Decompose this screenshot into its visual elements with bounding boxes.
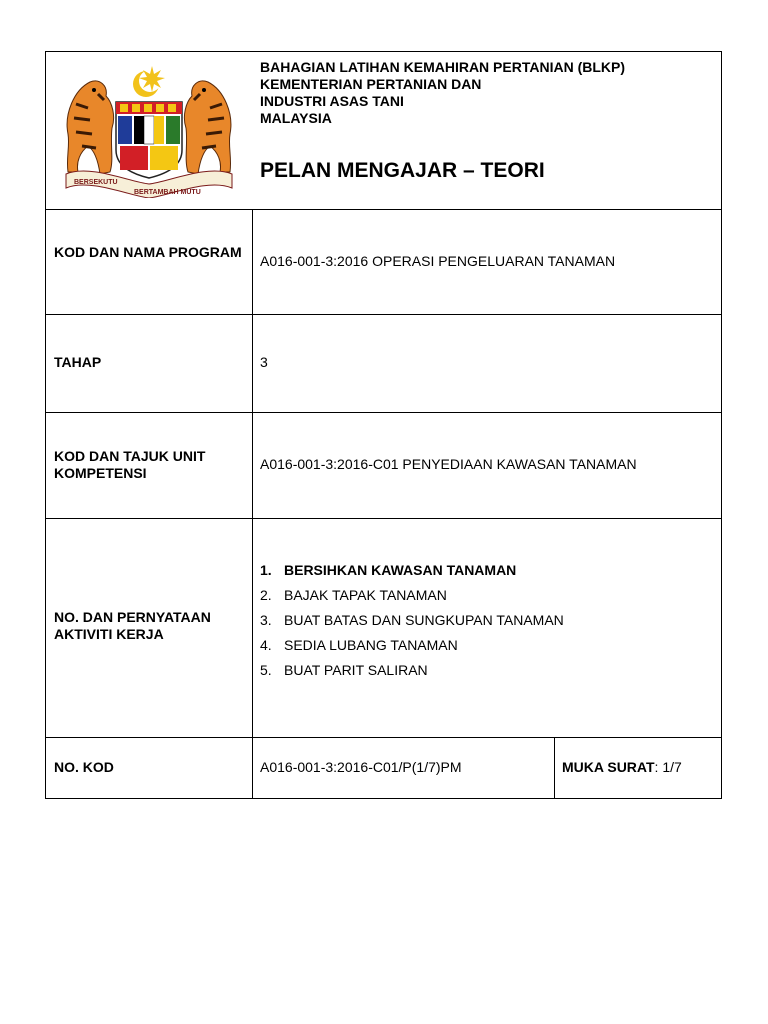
list-item: [260, 662, 564, 687]
row-divider: [46, 209, 721, 210]
document-title: PELAN MENGAJAR – TEORI: [260, 159, 545, 182]
program-value: A016-001-3:2016 OPERASI PENGELUARAN TANAMAN: [260, 253, 616, 269]
aktiviti-label: NO. DAN PERNYATAAN AKTIVITI KERJA: [54, 609, 211, 642]
item-text: SEDIA LUBANG TANAMAN: [284, 637, 458, 653]
item-text: BAJAK TAPAK TANAMAN: [284, 587, 447, 603]
item-number: 1.: [260, 562, 272, 578]
item-number: 3.: [260, 612, 272, 628]
org-line: KEMENTERIAN PERTANIAN DAN: [260, 76, 482, 92]
item-text: BUAT BATAS DAN SUNGKUPAN TANAMAN: [284, 612, 564, 628]
crest-motto-left: BERSEKUTU: [74, 179, 118, 186]
document-table: [45, 51, 722, 799]
list-item: [260, 612, 564, 637]
unit-value: A016-001-3:2016-C01 PENYEDIAAN KAWASAN TANAMAN: [260, 456, 637, 472]
org-line: INDUSTRI ASAS TANI: [260, 93, 404, 109]
crest-motto-right: BERTAMBAH MUTU: [134, 189, 201, 196]
malaysia-coat-of-arms-icon: [60, 64, 238, 198]
list-item: [260, 562, 564, 587]
row-divider: [46, 412, 721, 413]
item-number: 5.: [260, 662, 272, 678]
list-item: [260, 587, 564, 612]
list-item: [260, 637, 564, 662]
program-label: KOD DAN NAMA PROGRAM: [54, 244, 242, 260]
tahap-value: 3: [260, 354, 268, 370]
page-number: [562, 759, 682, 776]
org-line: MALAYSIA: [260, 110, 332, 126]
activity-list: [260, 562, 564, 687]
column-divider: [252, 209, 253, 799]
row-divider: [46, 737, 721, 738]
tahap-label: TAHAP: [54, 354, 102, 370]
page-label: MUKA SURAT: [562, 759, 655, 775]
unit-label: KOD DAN TAJUK UNIT KOMPETENSI: [54, 448, 206, 481]
item-number: 4.: [260, 637, 272, 653]
row-divider: [46, 314, 721, 315]
org-line: BAHAGIAN LATIHAN KEMAHIRAN PERTANIAN (BLKP): [260, 59, 626, 75]
kod-label: NO. KOD: [54, 759, 114, 775]
organization-block: [260, 59, 625, 127]
item-number: 2.: [260, 587, 272, 603]
item-text: BUAT PARIT SALIRAN: [284, 662, 428, 678]
row-divider: [46, 518, 721, 519]
column-divider: [554, 737, 555, 799]
item-text: BERSIHKAN KAWASAN TANAMAN: [284, 562, 517, 578]
page-value: : 1/7: [654, 759, 682, 775]
kod-value: A016-001-3:2016-C01/P(1/7)PM: [260, 759, 462, 775]
